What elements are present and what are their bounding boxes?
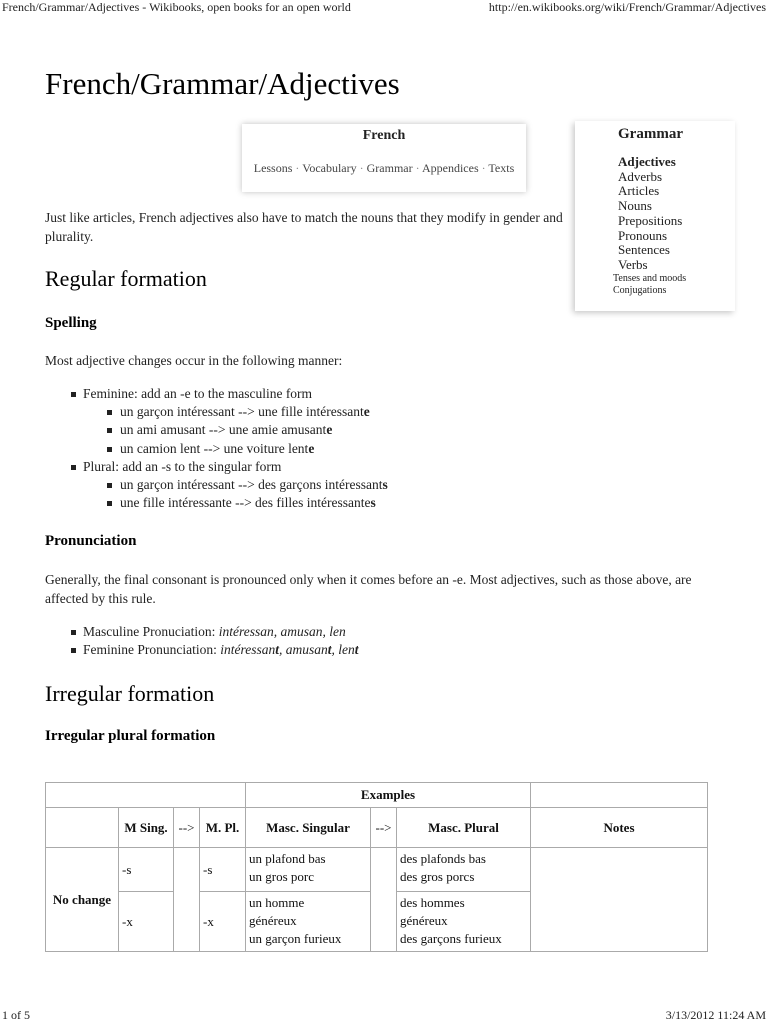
grammar-sidebar — [575, 121, 735, 311]
print-url: http://en.wikibooks.org/wiki/French/Grammar/Adjectives — [488, 0, 766, 14]
list-item — [45, 385, 388, 403]
sidebar-item-articles[interactable]: Articles — [618, 183, 660, 199]
page-title: French/Grammar/Adjectives — [45, 66, 400, 101]
table-header-cell — [46, 783, 246, 808]
table-cell — [531, 848, 708, 952]
table-header-cell — [46, 808, 119, 848]
irregular-plural-table — [45, 782, 708, 952]
sidebar-item-prepositions[interactable]: Prepositions — [618, 212, 683, 228]
table-cell: -x — [200, 892, 246, 952]
example-ending: s — [382, 477, 388, 493]
example-ending: s — [370, 495, 376, 511]
navbox-separator: · — [295, 161, 300, 175]
french-navbox — [242, 124, 526, 192]
sidebar-sublist — [613, 273, 735, 298]
feminine-value — [220, 642, 358, 657]
example-text: un ami amusant --> une amie amusant — [120, 422, 327, 438]
spelling-heading: Spelling — [45, 315, 97, 331]
table-cell: des plafonds bas des gros porcs — [397, 848, 531, 892]
sidebar-subitem-tenses[interactable]: Tenses and moods — [613, 272, 687, 284]
pronunciation-list — [45, 623, 359, 659]
group-label-no-change: No change — [46, 848, 119, 952]
masculine-label: Masculine Pronuciation: — [83, 624, 219, 639]
spelling-rules-list — [45, 385, 388, 512]
table-cell: -s — [119, 848, 174, 892]
regular-formation-heading: Regular formation — [45, 266, 207, 291]
irregular-formation-heading: Irregular formation — [45, 681, 215, 706]
list-item — [45, 421, 388, 439]
list-item — [45, 440, 388, 458]
navbox-link-vocabulary[interactable]: Vocabulary — [302, 161, 357, 175]
table-cell: -x — [119, 892, 174, 952]
sidebar-item-verbs[interactable]: Verbs — [618, 256, 648, 272]
col-header-notes: Notes — [531, 808, 708, 848]
table-cell — [371, 848, 397, 952]
sidebar-item-adjectives: Adjectives — [618, 154, 676, 169]
print-datetime: 3/13/2012 11:24 AM — [665, 1008, 766, 1022]
plural-rule: Plural: add an -s to the singular form — [83, 458, 282, 474]
table-cell: des hommes généreux des garçons furieux — [397, 892, 531, 952]
example-ending: e — [363, 404, 370, 420]
table-cell: un homme généreux un garçon furieux — [246, 892, 371, 952]
word: intéressan — [220, 642, 276, 658]
table-row — [46, 848, 708, 892]
example-ending: e — [326, 422, 333, 438]
navbox-separator: · — [481, 161, 486, 175]
list-item — [45, 623, 359, 641]
word: len — [338, 642, 355, 658]
separator: , — [279, 642, 286, 658]
navbox-link-lessons[interactable]: Lessons — [253, 161, 293, 175]
pronunciation-paragraph: Generally, the final consonant is pronounced only when it comes before an -e. Most adjectives, such as those above, are affected by this rule. — [45, 572, 692, 606]
intro-paragraph: Just like articles, French adjectives also have to match the nouns that they modify in gender and plurality. — [45, 210, 563, 244]
col-header-arrow: --> — [371, 808, 397, 848]
table-cell — [174, 848, 200, 952]
navbox-title: French — [362, 128, 406, 143]
example-text: un garçon intéressant --> des garçons intéressant — [120, 477, 383, 493]
table-row — [46, 783, 708, 808]
sidebar-title: Grammar — [618, 126, 683, 142]
navbox-link-texts[interactable]: Texts — [488, 161, 515, 175]
navbox-link-grammar[interactable]: Grammar — [366, 161, 413, 175]
navbox-separator: · — [415, 161, 420, 175]
navbox-links — [242, 161, 526, 176]
navbox-link-appendices[interactable]: Appendices — [421, 161, 479, 175]
examples-header: Examples — [246, 783, 531, 808]
example-ending: e — [308, 440, 315, 456]
col-header-arrow: --> — [174, 808, 200, 848]
print-page-title: French/Grammar/Adjectives - Wikibooks, open books for an open world — [2, 0, 351, 14]
sidebar-item-pronouns[interactable]: Pronouns — [618, 227, 668, 243]
page-count: 1 of 5 — [2, 1008, 30, 1022]
word-ending: t — [275, 642, 280, 658]
separator: , — [331, 642, 339, 658]
feminine-label: Feminine Pronunciation: — [83, 642, 221, 658]
list-item — [45, 458, 388, 476]
feminine-rule: Feminine: add an -e to the masculine form — [83, 386, 313, 401]
list-item — [45, 403, 388, 421]
pronunciation-heading: Pronunciation — [45, 533, 137, 549]
word: amusan — [285, 642, 328, 658]
word-ending: t — [354, 642, 359, 658]
masculine-value: intéressan, amusan, len — [218, 624, 346, 639]
spelling-intro: Most adjective changes occur in the following manner: — [45, 353, 343, 368]
sidebar-subitem-conjugations[interactable]: Conjugations — [613, 285, 667, 297]
col-header-masc-plural: Masc. Plural — [397, 808, 531, 848]
sidebar-item-sentences[interactable]: Sentences — [618, 242, 670, 258]
sidebar-list — [618, 155, 735, 273]
col-header-m-pl: M. Pl. — [200, 808, 246, 848]
list-item — [45, 494, 388, 512]
irregular-plural-heading: Irregular plural formation — [45, 728, 216, 744]
example-text: un camion lent --> une voiture lent — [120, 440, 309, 456]
example-text: une fille intéressante --> des filles intéressante — [120, 495, 371, 511]
navbox-separator: · — [359, 161, 364, 175]
sidebar-item-nouns[interactable]: Nouns — [618, 198, 652, 214]
table-row — [46, 808, 708, 848]
word-ending: t — [327, 642, 332, 658]
list-item — [45, 641, 359, 659]
col-header-m-sing: M Sing. — [119, 808, 174, 848]
table-header-cell — [531, 783, 708, 808]
list-item — [45, 476, 388, 494]
example-text: un garçon intéressant --> une fille intéressant — [120, 404, 364, 420]
table-cell: un plafond bas un gros porc — [246, 848, 371, 892]
sidebar-item-adverbs[interactable]: Adverbs — [618, 168, 663, 184]
table-cell: -s — [200, 848, 246, 892]
col-header-masc-singular: Masc. Singular — [246, 808, 371, 848]
